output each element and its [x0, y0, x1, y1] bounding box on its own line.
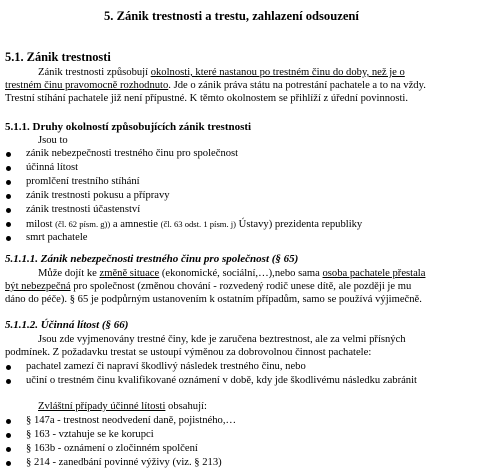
list-item-text: promlčení trestního stíhání	[26, 176, 140, 187]
section-heading-5-1-1: 5.1.1. Druhy okolností způsobujících zánik trestnosti	[5, 121, 252, 133]
paragraph-text: pro společnost (změnou chování - rozvedený rodič unese dítě, ale později je mu	[70, 281, 412, 292]
bullet-icon	[6, 447, 11, 452]
list-item-text: pachatel zamezí či napraví škodlivý následek trestného činu, nebo	[26, 361, 306, 372]
document-title: 5. Zánik trestnosti a trestu, zahlazení odsouzení	[104, 9, 359, 23]
paragraph-5-1-line-1	[38, 67, 405, 79]
bullet-icon	[6, 208, 11, 213]
bullet-icon	[6, 152, 11, 157]
list-item-text: § 163 - vztahuje se ke korupci	[26, 429, 154, 440]
paragraph-text: . Jde o zánik práva státu na potrestání pachatele a to na vždy.	[168, 80, 426, 91]
section-heading-5-1-1-1: 5.1.1.1. Zánik nebezpečnosti trestného činu pro společnost (§ 65)	[5, 253, 299, 265]
underlined-text: Zvláštní případy účinné lítosti	[38, 401, 166, 412]
list-item	[0, 190, 481, 203]
paragraph-5-1-1-1-line-3: dáno do péče). § 65 je podpůrným ustanovením k ostatním případům, samo se používá výjimečně.	[5, 294, 422, 305]
list-item-text: § 147a - trestnost neodvedení daně, pojistného,…	[26, 415, 237, 426]
list-item	[0, 429, 481, 442]
bullet-icon	[6, 194, 11, 199]
list-item	[0, 443, 481, 456]
paragraph-text: Zánik trestnosti způsobují	[38, 67, 151, 78]
bullet-icon	[6, 222, 11, 227]
section-heading-5-1: 5.1. Zánik trestnosti	[5, 50, 111, 64]
section-heading-5-1-1-2: 5.1.1.2. Účinná lítost (§ 66)	[5, 319, 129, 331]
list-intro: Jsou to	[38, 135, 68, 146]
list-item	[0, 375, 481, 388]
list-item-text: zánik trestnosti pokusu a přípravy	[26, 190, 170, 201]
list-item-text: § 214 - zanedbání povinné výživy (viz. § 213)	[26, 457, 222, 468]
bullet-icon	[6, 461, 11, 466]
special-cases-heading	[38, 401, 207, 413]
bullet-icon	[6, 180, 11, 185]
list-item-text	[26, 218, 362, 231]
underlined-text: okolnosti, které nastanou po trestném činu do doby, než je o	[150, 67, 405, 78]
list-item-text: zánik nebezpečnosti trestného činu pro společnost	[26, 148, 239, 159]
bullet-icon	[6, 236, 11, 241]
list-item	[0, 232, 481, 245]
paragraph-5-1-line-3: Trestní stíhání pachatele již není přípustné. K těmto okolnostem se přihlíží z úřední povinnosti.	[5, 93, 408, 104]
list-item-text-part: a amnestie	[110, 219, 161, 230]
list-item	[0, 176, 481, 189]
list-item-text-part: Ústavy) prezidenta republiky	[236, 219, 363, 230]
paragraph-5-1-1-2-line-1: Jsou zde vyjmenovány trestné činy, kde je zaručena beztrestnost, ale za velmi přísných	[38, 334, 406, 345]
list-item-text: zánik trestnosti účastenství	[26, 204, 141, 215]
list-item	[0, 148, 481, 161]
citation-text: (čl. 62 písm. g))	[55, 219, 111, 229]
citation-text: (čl. 63 odst. 1 písm. j)	[160, 219, 237, 229]
underlined-text: změně situace	[99, 268, 160, 279]
bullet-icon	[6, 166, 11, 171]
list-item-text: smrt pachatele	[26, 232, 88, 243]
list-item-text: § 163b - oznámení o zločinném spolčení	[26, 443, 198, 454]
list-item	[0, 204, 481, 217]
list-item	[0, 218, 481, 231]
list-item-text: učiní o trestném činu kvalifikované oznámení v době, kdy jde škodlivému následku zabránit	[26, 375, 417, 386]
paragraph-5-1-line-2	[5, 80, 426, 92]
list-item	[0, 457, 481, 470]
list-item-text: účinná lítost	[26, 162, 79, 173]
underlined-text: osoba pachatele přestala	[322, 268, 426, 279]
paragraph-5-1-1-2-line-2: podmínek. Z požadavku trestat se ustoupí výměnou za dobrovolnou činnost pachatele:	[5, 347, 372, 358]
paragraph-5-1-1-1-line-1	[38, 268, 425, 280]
bullet-icon	[6, 433, 11, 438]
list-item-text-part: milost	[26, 219, 56, 230]
paragraph-text: (ekonomické, sociální,…),nebo sama	[159, 268, 323, 279]
bullet-icon	[6, 365, 11, 370]
list-item	[0, 361, 481, 374]
bullet-icon	[6, 419, 11, 424]
list-item	[0, 415, 481, 428]
paragraph-5-1-1-1-line-2	[5, 281, 411, 293]
underlined-text: být nebezpečná	[5, 281, 71, 292]
paragraph-text: Může dojít ke	[38, 268, 100, 279]
bullet-icon	[6, 379, 11, 384]
underlined-text: trestném činu pravomocně rozhodnuto	[5, 80, 169, 91]
paragraph-text: obsahují:	[165, 401, 207, 412]
list-item	[0, 162, 481, 175]
